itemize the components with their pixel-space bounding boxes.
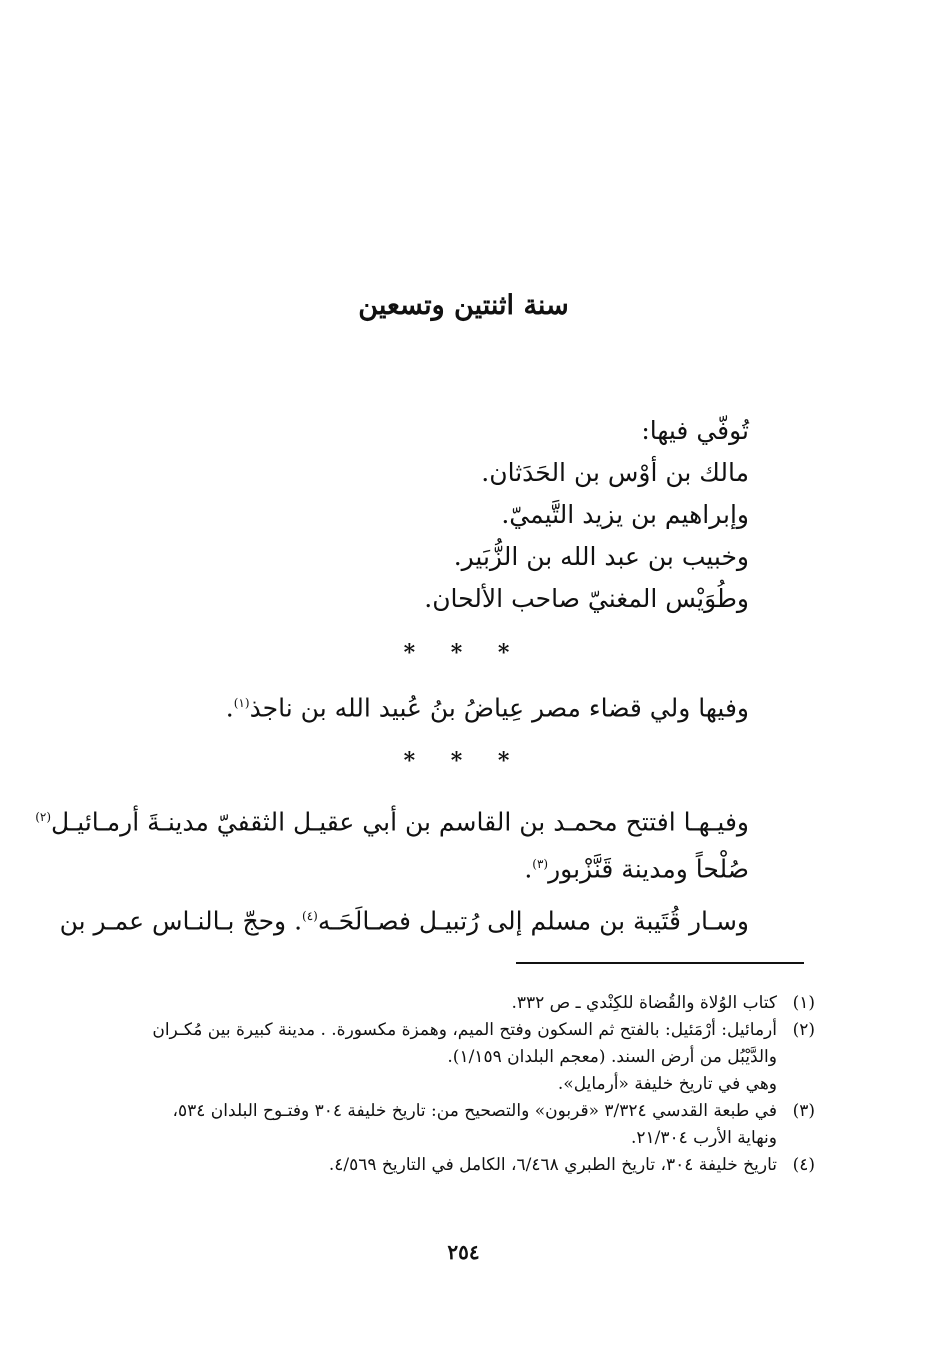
- obituary-list: [329, 410, 749, 620]
- paragraph-text: وفيـهـا افتتح محمـد بن القاسم بن أبي عقيـل الثقفيّ مدينـةَ أرمـائيـل: [51, 807, 749, 837]
- footnote: [105, 1098, 815, 1152]
- footnote-ref: (٤): [302, 909, 318, 923]
- footnote-text: وهي في تاريخ خليفة «أرمايل».: [557, 1074, 777, 1094]
- obituary-entry: مالك بن أوْس بن الحَدَثان.: [481, 458, 749, 487]
- paragraph-conquest: وفيـهـا افتتح محمـد بن القاسم بن أبي عقيـل الثقفيّ مدينـةَ أرمـائيـل$^{(٢)}$ صُلْحاً ومدينة قَنَّزْبور$^{(٣)}$.: [35, 807, 749, 884]
- obituary-entry: وطُوَيْس المغنيّ صاحب الألحان.: [424, 584, 749, 613]
- footnote-number: (٤): [792, 1155, 815, 1175]
- footnote: [105, 990, 815, 1017]
- footnote-ref: (١): [233, 696, 250, 710]
- paragraph-text: . وحجّ بـالنـاس عمـر بن: [59, 906, 303, 936]
- footnote-text: أرمائيل: أرْمَئيل: بالفتح ثم السكون وفتح الميم، وهمزة مكسورة. . مدينة كبيرة بين مُكـران: [152, 1020, 777, 1040]
- obituary-heading: تُوفّي فيها:: [641, 416, 749, 445]
- paragraph-judge: وفيها ولي قضاء مصر عِياضُ بنُ عُبيد الله بن ناجذ$^{(١)}$.: [225, 693, 749, 723]
- footnote-ref: (٢): [35, 810, 52, 824]
- obituary-entry: وخبيب بن عبد الله بن الزُّبَير.: [453, 542, 749, 571]
- footnote-number: (٣): [792, 1101, 815, 1121]
- footnote-divider: [516, 962, 804, 964]
- footnote-text: ونهاية الأرب ٢١/٣٠٤.: [630, 1128, 777, 1148]
- paragraph-text: وسـار قُتَيبة بن مسلم إلى رُتبيـل فصـالَحَـه: [317, 906, 749, 936]
- footnotes: [105, 990, 815, 1179]
- section-separator: * * *: [403, 748, 524, 774]
- obituary-entry: وإبراهيم بن يزيد التَّيميّ.: [501, 500, 749, 529]
- footnote-text: في طبعة القدسي ٣/٣٢٤ «قربون» والتصحيح من: تاريخ خليفة ٣٠٤ وفتـوح البلدان ٥٣٤،: [172, 1101, 777, 1121]
- page-number: ٢٥٤: [447, 1240, 480, 1264]
- footnote-text: تاريخ خليفة ٣٠٤، تاريخ الطبري ٦/٤٦٨، الكامل في التاريخ ٤/٥٦٩.: [328, 1155, 777, 1175]
- paragraph-qutayba: [59, 895, 749, 942]
- paragraph-text: صُلْحاً ومدينة قَنَّزْبور: [548, 854, 749, 884]
- paragraph-text: وفيها ولي قضاء مصر عِياضُ بنُ عُبيد الله بن ناجذ: [249, 693, 749, 723]
- section-title: سنة اثنتين وتسعين: [358, 290, 569, 321]
- footnote-text: والدَّيْبُل من أرض السند. (معجم البلدان ١/١٥٩).: [447, 1047, 777, 1067]
- section-separator: * * *: [403, 640, 524, 666]
- footnote: [105, 1017, 815, 1098]
- footnote-text: كتاب الوُلاة والقُضاة للكِنْدي ـ ص ٣٣٢.: [511, 993, 777, 1013]
- footnote-number: (٢): [792, 1020, 815, 1040]
- footnote-ref: (٣): [532, 857, 549, 872]
- footnote: [105, 1152, 815, 1179]
- footnote-number: (١): [792, 993, 815, 1013]
